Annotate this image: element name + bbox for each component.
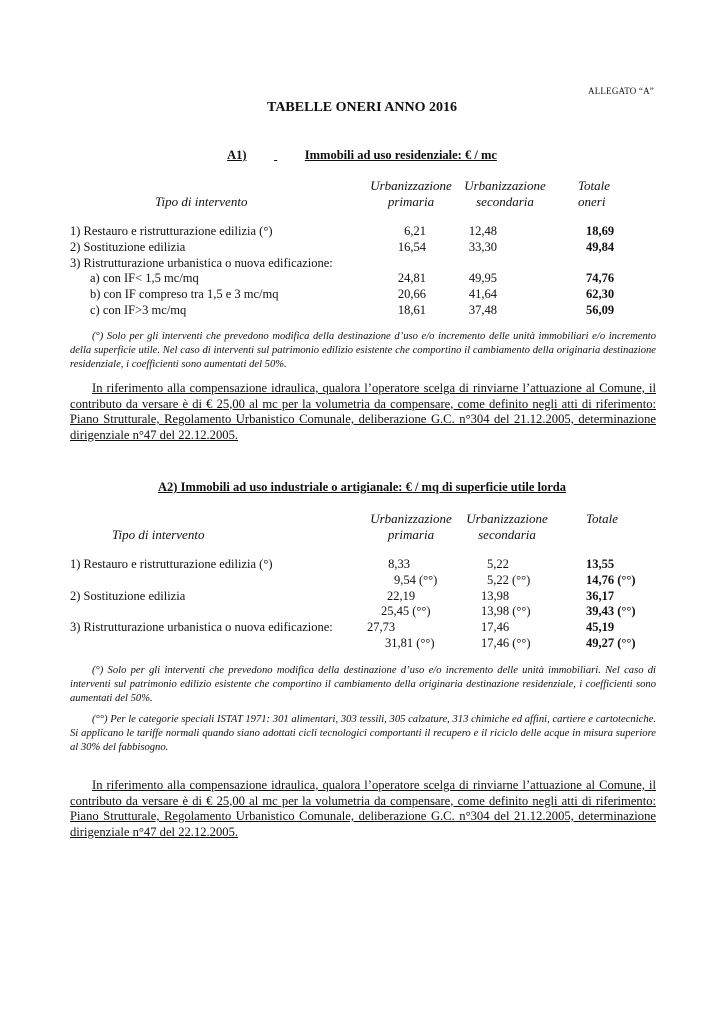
a2-row-2b-secondaria: 13,98 (°°) [481, 604, 531, 618]
a2-row-3-secondaria: 17,46 [481, 620, 510, 634]
a2-row-3b-primaria: 31,81 (°°) [385, 636, 435, 650]
a2-row-1b-secondaria: 5,22 (°°) [487, 573, 531, 587]
a1-header-tipo: Tipo di intervento [155, 194, 248, 209]
section-a1-heading: Immobili ad uso residenziale: € / mc [304, 148, 497, 162]
a1-header-totale-l2: oneri [578, 194, 606, 209]
a1-row-3b-label: b) con IF compreso tra 1,5 e 3 mc/mq [90, 287, 279, 301]
a1-row-3c-primaria: 18,61 [397, 303, 426, 317]
a1-row-1-secondaria: 12,48 [468, 224, 497, 238]
a1-header-secondaria [456, 178, 554, 210]
a1-row-2-totale: 49,84 [586, 240, 615, 254]
a2-compensation-paragraph: In riferimento alla compensazione idraulica, qualora l’operatore scelga di rinviarne l’attuazione al Comune, il contributo da versare è di € 25,00 al mc per la volumetria da compensare, come definito negli atti di riferimento: Piano Strutturale, Regolamento Urbanistico Comunale, deliberazione G.C. n°304 del 21.12.2005, determinazione dirigenziale n°47 del 22.12.2005. [70, 778, 656, 839]
a2-header-primaria-l2: primaria [387, 527, 435, 542]
a1-header-secondaria-l2: secondaria [476, 194, 534, 209]
a2-row-3b-secondaria: 17,46 (°°) [481, 636, 531, 650]
a2-row-3b-totale: 49,27 (°°) [586, 636, 636, 650]
a2-header-secondaria-l2: secondaria [478, 527, 536, 542]
a2-row-1-primaria: 8,33 [388, 557, 410, 571]
a2-row-1-totale: 13,55 [586, 557, 615, 571]
a2-footnote-2: (°°) Per le categorie speciali ISTAT 1971: 301 alimentari, 303 tessili, 305 calzature, 313 chimiche ed affini, cartiere e cartotecniche. Si applicano le tariffe normali quando siano adottati cicli tecnologici comportanti il recupero e il riciclo delle acque in misura superiore al 30% del fabbisogno. [70, 714, 656, 753]
a1-header-secondaria-l1: Urbanizzazione [464, 178, 546, 193]
a2-row-2b-primaria: 25,45 (°°) [381, 604, 431, 618]
a1-row-3b-primaria: 20,66 [397, 287, 426, 301]
a1-row-3a-secondaria: 49,95 [468, 271, 497, 285]
a2-footnote-1: (°) Solo per gli interventi che prevedono modifica della destinazione d’uso e/o incremento delle unità immobiliari. Nel caso di interventi sul patrimonio edilizio esistente che comportino il cambiamento della originaria destinazione residenziale, i coefficienti sono aumentati del 50%. [70, 665, 656, 704]
a1-row-3a-primaria: 24,81 [397, 271, 426, 285]
a1-header-totale-l1: Totale [578, 178, 611, 193]
a1-row-3c-label: c) con IF>3 mc/mq [90, 303, 187, 317]
a1-header-primaria [362, 178, 460, 210]
a2-row-1b-primaria: 9,54 (°°) [394, 573, 438, 587]
a1-row-2-primaria: 16,54 [397, 240, 426, 254]
a1-footnote: (°) Solo per gli interventi che prevedono modifica della destinazione d’uso e/o incremento delle unità immobiliari e/o incremento della superficie utile. Nel caso di interventi sul patrimonio edilizio esistente che comportino il cambiamento della originaria destinazione residenziale, i coefficienti sono aumentati del 50%. [70, 331, 656, 370]
section-a2-title [0, 480, 724, 495]
a2-row-2-primaria: 22,19 [387, 589, 416, 603]
a2-header-tipo: Tipo di intervento [112, 527, 205, 542]
a2-row-1b-totale: 14,76 (°°) [586, 573, 636, 587]
section-a1-label: A1) [227, 148, 247, 162]
a1-row-1-label: 1) Restauro e ristrutturazione edilizia (°) [70, 224, 273, 238]
a2-header-primaria [362, 511, 460, 543]
a2-header-primaria-l1: Urbanizzazione [370, 511, 452, 526]
a1-header-totale [578, 178, 638, 210]
a2-header-secondaria-l1: Urbanizzazione [466, 511, 548, 526]
a1-row-2-secondaria: 33,30 [468, 240, 497, 254]
a2-row-3-primaria: 27,73 [367, 620, 396, 634]
a1-row-3b-secondaria: 41,64 [468, 287, 497, 301]
a1-row-3c-secondaria: 37,48 [468, 303, 497, 317]
a2-row-2b-totale: 39,43 (°°) [586, 604, 636, 618]
page-title: TABELLE ONERI ANNO 2016 [267, 100, 457, 115]
a1-row-2-label: 2) Sostituzione edilizia [70, 240, 186, 254]
a1-row-3b-totale: 62,30 [586, 287, 615, 301]
a1-row-3c-totale: 56,09 [586, 303, 615, 317]
a2-row-1-secondaria: 5,22 [487, 557, 509, 571]
section-a1-title [0, 148, 724, 163]
a2-row-3-totale: 45,19 [586, 620, 615, 634]
a1-row-1-primaria: 6,21 [404, 224, 426, 238]
a1-compensation-paragraph: In riferimento alla compensazione idraulica, qualora l’operatore scelga di rinviarne l’attuazione al Comune, il contributo da versare è di € 25,00 al mc per la volumetria da compensare, come definito negli atti di riferimento: Piano Strutturale, Regolamento Urbanistico Comunale, deliberazione G.C. n°304 del 21.12.2005, determinazione dirigenziale n°47 del 22.12.2005. [70, 381, 656, 442]
attachment-label: ALLEGATO “A” [588, 86, 654, 96]
a2-header-totale: Totale [586, 511, 619, 526]
a1-row-1-totale: 18,69 [586, 224, 615, 238]
a2-row-2-totale: 36,17 [586, 589, 615, 603]
a1-row-3a-label: a) con IF< 1,5 mc/mq [90, 271, 199, 285]
a2-header-secondaria [458, 511, 556, 543]
a2-row-3-label: 3) Ristrutturazione urbanistica o nuova edificazione: [70, 620, 333, 634]
a1-row-3-label: 3) Ristrutturazione urbanistica o nuova edificazione: [70, 256, 333, 270]
a2-row-2-label: 2) Sostituzione edilizia [70, 589, 186, 603]
section-a2-heading: A2) Immobili ad uso industriale o artigianale: € / mq di superficie utile lorda [158, 480, 566, 494]
a2-row-2-secondaria: 13,98 [481, 589, 510, 603]
a1-row-3a-totale: 74,76 [586, 271, 615, 285]
a2-row-1-label: 1) Restauro e ristrutturazione edilizia (°) [70, 557, 273, 571]
a1-header-primaria-l2: primaria [387, 194, 435, 209]
section-a1-gap [250, 148, 302, 163]
a1-header-primaria-l1: Urbanizzazione [370, 178, 452, 193]
